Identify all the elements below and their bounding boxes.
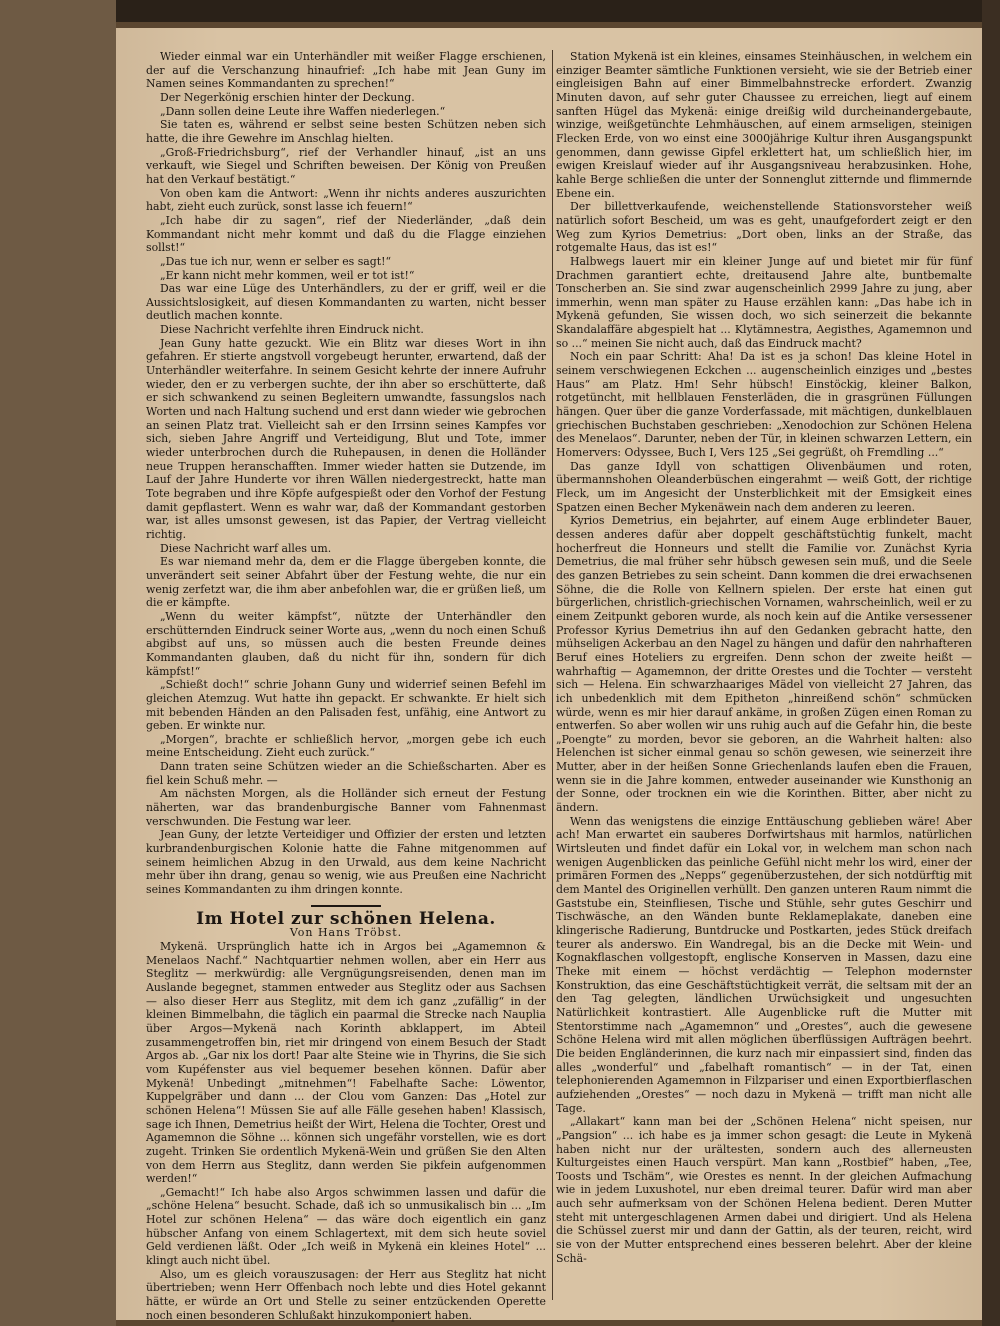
paragraph: Wenn das wenigstens die einzige Enttäuschung geblieben wäre! Aber ach! Man erwartet ein sauberes Dorfwirtshaus mit harmlos, natürlichen Wirtsleuten und findet dafür ein Lokal vor, in welchem man schon nach wenigen Augenblicken das peinliche Gefühl nicht mehr los wird, einer der primären Formen des „Nepps“ gegenüberzustehen, der sich notdürftig mit dem Mantel des Originellen verhüllt. Den ganzen unteren Raum nimmt die Gaststube ein, Steinfliesen, Tische und Stühle, sehr gutes Geschirr und Tischwäsche, an den Wänden bunte Reklameplakate, daneben eine klingerische Radierung, Buntdrucke und Postkarten, jedes Stück dreifach teurer als anderswo. Ein Wandregal, bis an die Decke mit Wein- und Kognakflaschen vollgestopft, englische Konserven in Massen, dazu eine Theke mit einem — höchst verdächtig — Telephon modernster Konstruktion, das eine Geschäftstüchtigkeit verrät, die seltsam mit der an den Tag gelegten, ländlichen Urwüchsigkeit und ungesuchten Natürlichkeit kontrastiert. Alle Augenblicke ruft die Mutter mit Stentorstimme nach „Agamemnon“ und „Orestes“, auch die gewesene Schöne Helena wird mit allen möglichen überflüssigen Aufträgen beehrt. Die beiden Engländerinnen, die kurz nach mir einpassiert sind, finden das alles „wonderful“ und „fabelhaft romantisch“ — in der Tat, einen telephonierenden Agamemnon in Filzpariser und einen Exportbierflaschen aufziehenden „Orestes“ — noch dazu in Mykenä — trifft man nicht alle Tage.: [556, 814, 972, 1115]
paragraph: Es war niemand mehr da, dem er die Flagge übergeben konnte, die unverändert seit seiner Abfahrt über der Festung wehte, die nur ein wenig zerfetzt war, die ihm aber anbefohlen war, die er grüßen ließ, um die er kämpfte.: [146, 555, 546, 610]
paragraph: Station Mykenä ist ein kleines, einsames Steinhäuschen, in welchem ein einziger Beamter sämtliche Funktionen versieht, wie sie der Betrieb einer eingleisigen Bahn auf einer Bimmelbahnstrecke erfordert. Zwanzig Minuten davon, auf sehr guter Chaussee zu erreichen, liegt auf einem sanften Hügel das Mykenä: einige dreißig wild durcheinandergebaute, winzige, weißgetünchte Lehmhäuschen, auf einem armseligen, steinigen Flecken Erde, von wo einst eine 3000jährige Kultur ihren Ausgangspunkt genommen, dann gewisse Gipfel erklettert hat, um schließlich hier, im ewigen Kreislauf wieder auf ihr Ausgangsniveau herabzusinken. Hohe, kahle Berge schließen die unter der Sonnenglut zitternde und flimmernde Ebene ein.: [556, 50, 972, 200]
article-title: Im Hotel zur schönen Helena.: [196, 908, 496, 929]
paragraph: „Schießt doch!“ schrie Johann Guny und widerrief seinen Befehl im gleichen Atemzug. Wut hatte ihn gepackt. Er schwankte. Er hielt sich mit bebenden Händen an den Palisaden fest, unfähig, eine Antwort zu geben. Er winkte nur.: [146, 678, 546, 733]
story-helena-part1: [146, 940, 546, 1322]
top-scan-band: [0, 0, 1000, 22]
article-byline: Von Hans Tröbst.: [289, 926, 403, 940]
paragraph: „Gemacht!“ Ich habe also Argos schwimmen lassen und dafür die „schöne Helena“ besucht. Schade, daß ich so unmusikalisch bin ... „Im Hotel zur schönen Helena“ — das wäre doch eigentlich ein ganz hübscher Anfang von einem Schlagertext, mit dem sich heute soviel Geld verdienen läßt. Oder „Ich weiß in Mykenä ein kleines Hotel“ ... klingt auch nicht übel.: [146, 1185, 546, 1268]
paragraph: „Groß-Friedrichsburg“, rief der Verhandler hinauf, „ist an uns verkauft, wie Siegel und Schriften beweisen. Der König von Preußen hat den Verkauf bestätigt.“: [146, 145, 546, 186]
paragraph: Jean Guny hatte gezuckt. Wie ein Blitz war dieses Wort in ihn gefahren. Er stierte angstvoll vorgebeugt herunter, erwartend, daß der Unterhändler weiterfahre. In seinem Gesicht kehrte der innere Aufruhr wieder, den er zu verbergen suchte, der ihn aber so erschütterte, daß er sich schwankend zu seinen Begleitern umwandte, fassungslos nach Worten und nach Haltung suchend und erst dann wieder wie gebrochen an seinen Platz trat. Vielleicht sah er den Irrsinn seines Kampfes vor sich, sieben Jahre Angriff und Verteidigung, Blut und Tote, immer wieder unterbrochen durch die Ruhepausen, in denen die Holländer neue Truppen heranschafften. Immer wieder hatten sie Dutzende, im Lauf der Jahre Hunderte vor ihren Wällen niedergestreckt, hatte man Tote begraben und ihre Köpfe aufgespießt oder den Vorhof der Festung damit gepflastert. Wenn es wahr war, daß der Kommandant gestorben war, ist alles umsonst gewesen, ist das Papier, der Vertrag vielleicht richtig.: [146, 336, 546, 541]
paragraph: Der Negerkönig erschien hinter der Deckung.: [160, 90, 415, 104]
paragraph: Also, um es gleich vorauszusagen: der Herr aus Steglitz hat nicht übertrieben; wenn Herr Offenbach noch lebte und dies Hotel gekannt hätte, er würde an Ort und Stelle zu seiner entzückenden Operette noch einen besonderen Schlußakt hinzukomponiert haben.: [146, 1267, 546, 1322]
scan-margin-right: [982, 0, 1000, 1326]
scan-margin-left: [0, 0, 116, 1326]
paragraph: Noch ein paar Schritt: Aha! Da ist es ja schon! Das kleine Hotel in seinem verschwiegenen Eckchen ... augenscheinlich einziges und „bestes Haus“ am Platz. Hm! Sehr hübsch! Einstöckig, kleiner Balkon, rotgetüncht, mit hellblauen Fensterläden, die in grasgrünen Füllungen hängen. Quer über die ganze Vorderfassade, mit mächtigen, dunkelblauen griechischen Buchstaben geschrieben: „Xenodochion zur Schönen Helena des Menelaos“. Darunter, neben der Tür, in kleinen schwarzen Lettern, ein Homervers: Odyssee, Buch I, Vers 125 „Sei gegrüßt, oh Fremdling ...“: [556, 350, 972, 460]
paragraph: Kyrios Demetrius, ein bejahrter, auf einem Auge erblindeter Bauer, dessen anderes dafür aber doppelt geschäftstüchtig funkelt, macht hocherfreut die Honneurs und stellt die Familie vor. Zunächst Kyria Demetrius, die mal früher sehr hübsch gewesen sein muß, und die Seele des ganzen Betriebes zu sein scheint. Dann kommen die drei erwachsenen Söhne, die die Rolle von Kellnern spielen. Der erste hat einen gut bürgerlichen, christlich-griechischen Vornamen, wahrscheinlich, weil er zu einem Zeitpunkt geboren wurde, als noch kein auf die Antike versessener Professor Kyrius Demetrius ihn auf den Gedanken gebracht hatte, den mühseligen Ackerbau an den Nagel zu hängen und dafür den nahrhafteren Beruf eines Hoteliers zu ergreifen. Denn schon der zweite heißt — wahrhaftig — Agamemnon, der dritte Orestes und die Tochter — versteht sich — Helena. Ein schwarzhaariges Mädel von vielleicht 27 Jahren, das ich unbedenklich mit dem Epitheton „hinreißend schön“ schmücken würde, wenn es mir hier darauf ankäme, in großen Zügen einen Roman zu entwerfen. So aber wollen wir uns ruhig auch auf die Gefahr hin, die beste „Poengte“ zu morden, bevor sie geboren, an die Wahrheit halten: also Helenchen ist sicher einmal genau so schön gewesen, wie seinerzeit ihre Mutter, aber in der heißen Sonne Griechenlands laufen eben die Frauen, wenn sie in die Jahre kommen, entweder auseinander wie Kunsthonig an der Sonne, oder trocknen ein wie die Korinthen. Bitter, aber nicht zu ändern.: [556, 514, 972, 815]
paragraph: Mykenä. Ursprünglich hatte ich in Argos bei „Agamemnon & Menelaos Nachf.“ Nachtquartier nehmen wollen, aber ein Herr aus Steglitz — merkwürdig: alle Vergnügungsreisenden, denen man im Auslande begegnet, stammen entweder aus Steglitz oder aus Sachsen — also dieser Herr aus Steglitz, mit dem ich ganz „zufällig“ in der kleinen Bimmelbahn, die täglich ein paarmal die Strecke nach Nauplia über Argos—Mykenä nach Korinth abklappert, im Abteil zusammengetroffen bin, riet mir dringend von einem Besuch der Stadt Argos ab. „Gar nix los dort! Paar alte Steine wie in Thyrins, die Sie sich vom Kupéfenster aus viel bequemer besehen können. Dafür aber Mykenä! Unbedingt „mitnehmen“! Fabelhafte Sache: Löwentor, Kuppelgräber und dann ... der Clou vom Ganzen: Das „Hotel zur schönen Helena“! Müssen Sie auf alle Fälle gesehen haben! Klassisch, sage ich Ihnen, Demetrius heißt der Wirt, Helena die Tochter, Orest und Agamemnon die Söhne ... können sich ungefähr vorstellen, wie es dort zugeht. Trinken Sie ordentlich Mykenä-Wein und grüßen Sie den Alten von dem Herrn aus Steglitz, dann werden Sie pikfein aufgenommen werden!“: [146, 940, 546, 1186]
paragraph: „Das tue ich nur, wenn er selber es sagt!“: [160, 254, 392, 268]
story-guny: [146, 50, 546, 897]
section-divider: [311, 905, 381, 907]
paragraph: Von oben kam die Antwort: „Wenn ihr nichts anderes auszurichten habt, zieht euch zurück, sonst lasse ich feuern!“: [146, 186, 546, 214]
paragraph: Dann traten seine Schützen wieder an die Schießscharten. Aber es fiel kein Schuß mehr. —: [146, 760, 546, 787]
paragraph: „Er kann nicht mehr kommen, weil er tot ist!“: [160, 268, 415, 282]
paragraph: Diese Nachricht verfehlte ihren Eindruck nicht.: [160, 323, 424, 337]
paragraph: „Morgen“, brachte er schließlich hervor, „morgen gebe ich euch meine Entscheidung. Zieht euch zurück.“: [146, 732, 546, 760]
paragraph: „Allakart“ kann man bei der „Schönen Helena“ nicht speisen, nur „Pangsion“ ... ich habe es ja immer schon gesagt: die Leute in Mykenä haben nicht nur der urältesten, sondern auch des allerneusten Kulturgeistes einen Hauch verspürt. Man kann „Rostbief“ haben, „Tee, Toosts und Tschäm“, wie Orestes es nennt. In der gleichen Aufmachung wie in jedem Luxushotel, nur eben dreimal teurer. Dafür wird man aber auch sehr aufmerksam von der Schönen Helena bedient. Deren Mutter steht mit untergeschlagenen Armen dabei und dirigiert. Und als Helena die Schüssel zuerst mir und dann der Gattin, als der teuren, reicht, wird sie von der Mutter entsprechend eines besseren belehrt. Aber der kleine Schä-: [556, 1115, 972, 1265]
paragraph: „Wenn du weiter kämpfst“, nützte der Unterhändler den erschütternden Eindruck seiner Worte aus, „wenn du noch einen Schuß abgibst auf uns, so müssen auch die besten Freunde deines Kommandanten glauben, daß du nicht für ihn, sondern für dich kämpfst!“: [146, 609, 546, 678]
paragraph: Das ganze Idyll von schattigen Olivenbäumen und roten, übermannshohen Oleanderbüschen eingerahmt — weiß Gott, der richtige Fleck, um im Angesicht der Unsterblichkeit mit der Emsigkeit eines Spatzen einen Becher Mykenäwein nach dem anderen zu leeren.: [556, 459, 972, 514]
paragraph: „Ich habe dir zu sagen“, rief der Niederländer, „daß dein Kommandant nicht mehr kommt und daß du die Flagge einziehen sollst!“: [146, 213, 546, 255]
paragraph: Halbwegs lauert mir ein kleiner Junge auf und bietet mir für fünf Drachmen garantiert echte, dreitausend Jahre alte, buntbemalte Tonscherben an. Sie sind zwar augenscheinlich 2999 Jahre zu jung, aber immerhin, wenn man später zu Hause erzählen kann: „Das habe ich in Mykenä gefunden, Sie wissen doch, wo sich seinerzeit die bekannte Skandalaffäre abgespielt hat ... Klytämnestra, Aegisthes, Agamemnon und so ...“ meinen Sie nicht auch, daß das Eindruck macht?: [556, 254, 972, 350]
paragraph: Der billettverkaufende, weichenstellende Stationsvorsteher weiß natürlich sofort Bescheid, um was es geht, unaufgefordert zeigt er den Weg zum Kyrios Demetrius: „Dort oben, links an der Straße, das rotgemalte Haus, das ist es!“: [556, 200, 972, 255]
story-helena-part2: [556, 50, 972, 1265]
paragraph: Sie taten es, während er selbst seine besten Schützen neben sich hatte, die ihre Gewehre im Anschlag hielten.: [146, 118, 546, 145]
paragraph: Jean Guny, der letzte Verteidiger und Offizier der ersten und letzten kurbrandenburgischen Kolonie hatte die Fahne mitgenommen auf seinem heimlichen Abzug in den Urwald, aus dem keine Nachricht mehr über ihn drang, genau so wenig, wie aus Preußen eine Nachricht seines Kommandanten zu ihm dringen konnte.: [146, 828, 546, 897]
left-column: [146, 50, 546, 1322]
right-column: [556, 50, 972, 1300]
paragraph: „Dann sollen deine Leute ihre Waffen niederlegen.“: [160, 104, 446, 118]
column-divider: [552, 50, 553, 1300]
paragraph: Diese Nachricht warf alles um.: [160, 541, 332, 555]
paragraph: Das war eine Lüge des Unterhändlers, zu der er griff, weil er die Aussichtslosigkeit, auf diesen Kommandanten zu warten, nicht besser deutlich machen konnte.: [146, 282, 546, 323]
newspaper-page: [116, 28, 982, 1320]
paragraph: Am nächsten Morgen, als die Holländer sich erneut der Festung näherten, war das brandenburgische Banner vom Fahnenmast verschwunden. Die Festung war leer.: [146, 787, 546, 828]
paragraph: Wieder einmal war ein Unterhändler mit weißer Flagge erschienen, der auf die Verschanzung hinaufrief: „Ich habe mit Jean Guny im Namen seines Kommandanten zu sprechen!“: [146, 50, 546, 91]
